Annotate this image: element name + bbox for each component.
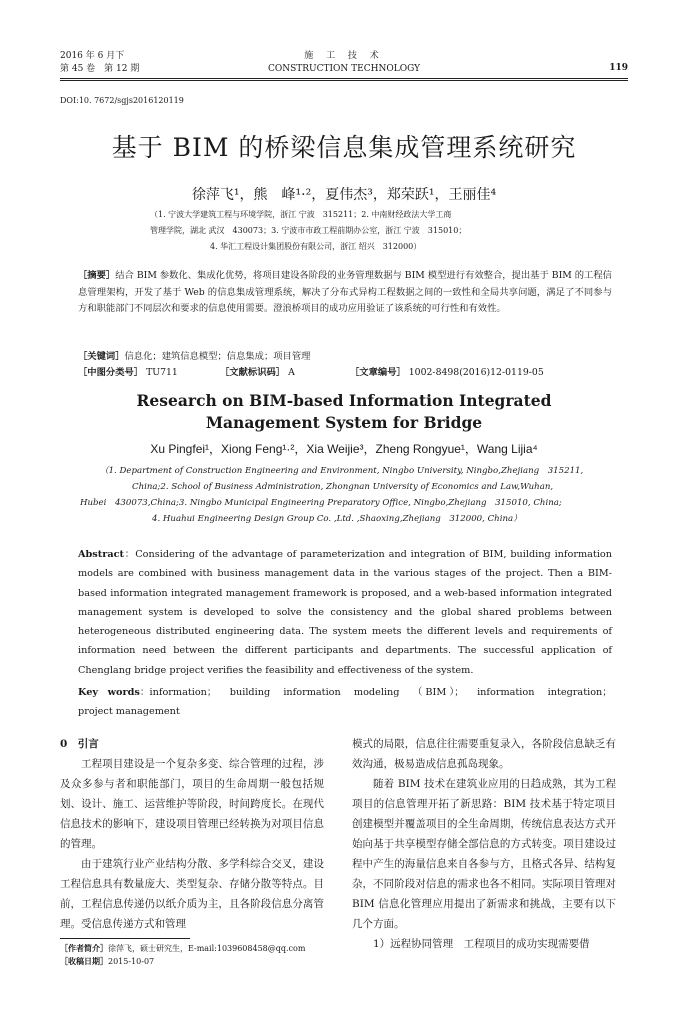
keyword-item: ：information； [139,687,217,698]
clc-number [78,364,178,378]
keyword-item: information [283,687,341,698]
received-date-text: 2015-10-07 [108,957,155,966]
keywords-cn [78,348,310,362]
body-column-right [352,734,616,954]
affiliation-en-line: 4. Huahui Engineering Design Group Co. ,Ltd. ,Shaoxing,Zhejiang 312000, China） [152,514,522,524]
footnote-rule [60,938,190,939]
body-paragraph: 1）远程协同管理 工程项目的成功实现需要借 [373,938,590,950]
title-en-line: Management System for Bridge [205,413,483,432]
author-note-text: 徐萍飞，硕士研究生，E-mail:1039608458@qq.com [108,944,306,953]
article-number [350,364,544,378]
body-paragraph: 由于建筑行业产业结构分散、多学科综合交叉，建设工程信息具有数量庞大、类型复杂、存储分散等特点。目前，工程信息传递仍以纸介质为主，且各阶段信息分离管理。受信息传递方式和管理 [60,858,324,930]
affiliations-en [80,463,620,527]
body-paragraph: 工程项目建设是一个复杂多变、综合管理的过程，涉及众多参与者和职能部门，项目的生命周期一般包括规划、设计、施工、运营维护等阶段，时间跨度长。在现代信息技术的影响下，建设项目管理已经转换为对项目信息的管理。 [60,758,324,850]
section-heading: 0 引言 [60,738,99,750]
doi: DOI:10. 7672/sgjs2016120119 [60,96,184,105]
article-value: 1002-8498(2016)12-0119-05 [408,367,544,378]
abstract-en-text: ：Considering of the advantage of parameterization and integration of BIM, building information models are combined with business management data in the various stages of the project. Then a BIM-based information integrated management framework is proposed, and a web-based information integrated management system is developed to solve the consistency and the global shared problems between heterogeneous distributed engineering data. The system meets the different levels and requirements of information need between the different participants and departments. The successful application of Chenglang bridge project verifies the feasibility and effectiveness of the system. [78,549,612,676]
page-number: 119 [609,63,628,73]
clc-label: ［中图分类号］ [78,367,144,378]
header-date: 2016 年 6 月下 [60,51,125,61]
affiliation-cn-line: 4. 华汇工程设计集团股份有限公司，浙江 绍兴 312000） [210,242,422,251]
header-rule-thin [60,80,628,81]
keywords-en-label: Key words [78,687,140,698]
abstract-cn-label: ［摘要］ [78,270,116,281]
affiliation-en-line: Hubei 430073,China;3. Ningbo Municipal Engineering Preparatory Office, Ningbo,Zhejiang 315010, China; [80,498,562,508]
abstract-cn-text: 结合 BIM 参数化、集成化优势，将项目建设各阶段的业务管理数据与 BIM 模型进行有效整合，提出基于 BIM 的工程信息管理架构，开发了基于 Web 的信息集成管理系统，解决了分布式异构工程数据之间的一致性和全局共享问题，满足了不同参与方和职能部门不同层次和要求的信息使用需要。澄浪桥项目的成功应用验证了该系统的可行性和有效性。 [78,270,612,314]
journal-name-cn: 施 工 技 术 [304,51,384,61]
keywords-en [78,683,612,721]
abstract-en [78,545,612,680]
authors-cn: 徐萍飞¹，熊 峰¹·²，夏伟杰³，郑荣跃¹，王丽佳⁴ [191,187,497,203]
header-journal [0,50,688,76]
header-volume: 第 45 卷 第 12 期 [60,64,140,74]
body-paragraph-continued: 模式的局限，信息往往需要重复录入，各阶段信息缺乏有效沟通，极易造成信息孤岛现象。 [352,738,616,770]
abstract-en-label: Abstract [78,549,124,560]
affiliation-en-line: China;2. School of Business Administration, Zhongnan University of Economics and Law,Wuhan, [132,482,554,492]
affiliation-cn-line: 管理学院，湖北 武汉 430073；3. 宁波市市政工程前期办公室，浙江 宁波 315010； [150,226,467,235]
body-column-left [60,734,324,934]
footnotes [60,942,305,968]
authors-en: Xu Pingfei¹，Xiong Feng¹·²，Xia Weijie³，Zheng Rongyue¹，Wang Lijia⁴ [150,442,538,456]
received-date [60,955,305,968]
keyword-item: building [229,687,271,698]
doc-value: A [288,367,295,378]
journal-name-en: CONSTRUCTION TECHNOLOGY [267,64,421,74]
keywords-cn-text: 信息化；建筑信息模型；信息集成；项目管理 [124,351,311,362]
header-rule [60,78,628,79]
clc-value: TU711 [146,367,178,378]
doc-code [220,364,295,378]
keywords-en-first [78,683,217,702]
keyword-item: information [477,687,535,698]
doc-label: ［文献标识码］ [220,367,286,378]
author-note [60,942,305,955]
title-en [0,390,688,434]
keyword-item: project management [78,706,180,717]
keywords-en-row [78,683,612,702]
body-paragraph: 随着 BIM 技术在建筑业应用的日趋成熟，其为工程项目的信息管理开拓了新思路：BIM 技术基于特定项目创建模型并覆盖项目的全生命周期，传统信息表达方式开始向基于共享模型存储全部信息的方式转变。项目建设过程中产生的海量信息来自各参与方，且格式各异、结构复杂，不同阶段对信息的需求也各不相同。实际项目管理对 BIM 信息化管理应用提出了新需求和挑战，主要有以下几个方面。 [352,778,616,930]
title-cn: 基于 BIM 的桥梁信息集成管理系统研究 [111,133,577,162]
affiliation-en-line: （1. Department of Construction Engineering and Environment, Ningbo University, Ningbo,Zhejiang 315211, [100,466,584,476]
author-note-label: ［作者简介］ [60,943,108,953]
title-en-line: Research on BIM-based Information Integrated [136,391,552,410]
affiliation-cn-line: （1. 宁波大学建筑工程与环境学院，浙江 宁波 315211；2. 中南财经政法大学工商 [150,210,452,219]
keywords-cn-label: ［关键词］ [78,351,125,362]
article-label: ［文章编号］ [350,367,406,378]
keyword-item: modeling [353,687,400,698]
received-date-label: ［收稿日期］ [60,956,108,966]
affiliations-cn [150,207,570,255]
keyword-item: integration； [547,687,612,698]
keyword-item: （ BIM ）； [412,687,464,698]
abstract-cn [78,268,612,318]
